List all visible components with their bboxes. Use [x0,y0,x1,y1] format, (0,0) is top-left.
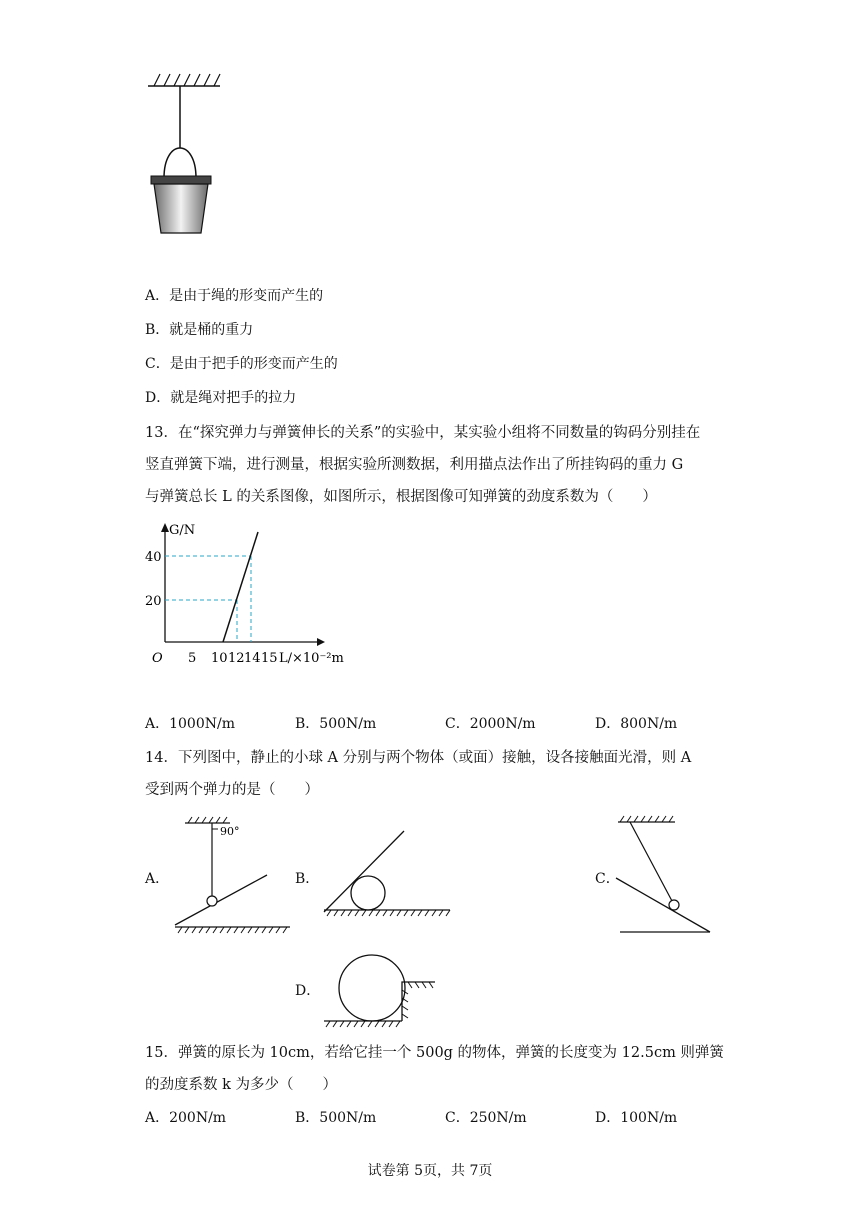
q15-stem [145,1037,725,1101]
q12-option-c: C．是由于把手的形变而产生的 [145,356,338,372]
q15-option-c: C．250N/m [445,1110,527,1126]
graph-y-axis-label: G/N [169,523,196,538]
angle-90-label: 90° [220,825,240,838]
q14-label-c: C． [595,871,620,887]
q14-stem-line-1: 14．下列图中，静止的小球 A 分别与两个物体（或面）接触，设各接触面光滑，则 A [145,750,692,766]
q14-label-a: A． [145,871,170,887]
q13-stem [145,417,725,513]
q14-figure-b [320,825,455,920]
graph-origin-label: O [152,651,163,666]
graph-x-tick-12: 12 [228,651,245,666]
q14-label-d: D． [295,983,321,999]
bucket-hanging-figure [140,68,230,243]
graph-y-tick-20: 20 [145,594,162,609]
q14-stem-line-2: 受到两个弹力的是（ ） [145,782,319,798]
q13-option-c: C．2000N/m [445,716,536,732]
graph-x-tick-14: 14 [244,651,261,666]
q12-option-a: A．是由于绳的形变而产生的 [145,288,324,304]
q13-option-b: B．500N/m [295,716,377,732]
graph-x-axis-label: L/×10⁻²m [279,651,344,666]
q14-label-b: B． [295,871,320,887]
q15-stem-line-1: 15．弹簧的原长为 10cm，若给它挂一个 500g 的物体，弹簧的长度变为 12.5cm 则弹簧 [145,1045,724,1061]
q12-option-b: B．就是桶的重力 [145,322,254,338]
q13-stem-line-1: 13．在“探究弹力与弹簧伸长的关系”的实验中，某实验小组将不同数量的钩码分别挂在 [145,425,701,441]
q14-figure-c [610,812,720,937]
q15-option-a: A．200N/m [145,1110,227,1126]
graph-x-tick-5: 5 [188,651,197,666]
graph-x-tick-15: 15 [261,651,278,666]
q13-stem-line-3: 与弹簧总长 L 的关系图像，如图所示，根据图像可知弹簧的劲度系数为（ ） [145,489,657,505]
q14-stem [145,742,725,806]
q12-option-d: D．就是绳对把手的拉力 [145,390,297,406]
q14-figure-d [320,948,440,1028]
q13-option-d: D．800N/m [595,716,678,732]
graph-y-tick-40: 40 [145,550,162,565]
page-footer: 试卷第 5页，共 7页 [367,1163,493,1179]
graph-x-tick-10: 10 [211,651,228,666]
q15-option-b: B．500N/m [295,1110,377,1126]
q13-force-length-graph [145,520,355,670]
q13-option-a: A．1000N/m [145,716,235,732]
q14-figure-a [170,815,295,940]
q15-option-d: D．100N/m [595,1110,678,1126]
q15-stem-line-2: 的劲度系数 k 为多少（ ） [145,1077,338,1093]
q13-stem-line-2: 竖直弹簧下端，进行测量，根据实验所测数据，利用描点法作出了所挂钩码的重力 G [145,457,684,473]
